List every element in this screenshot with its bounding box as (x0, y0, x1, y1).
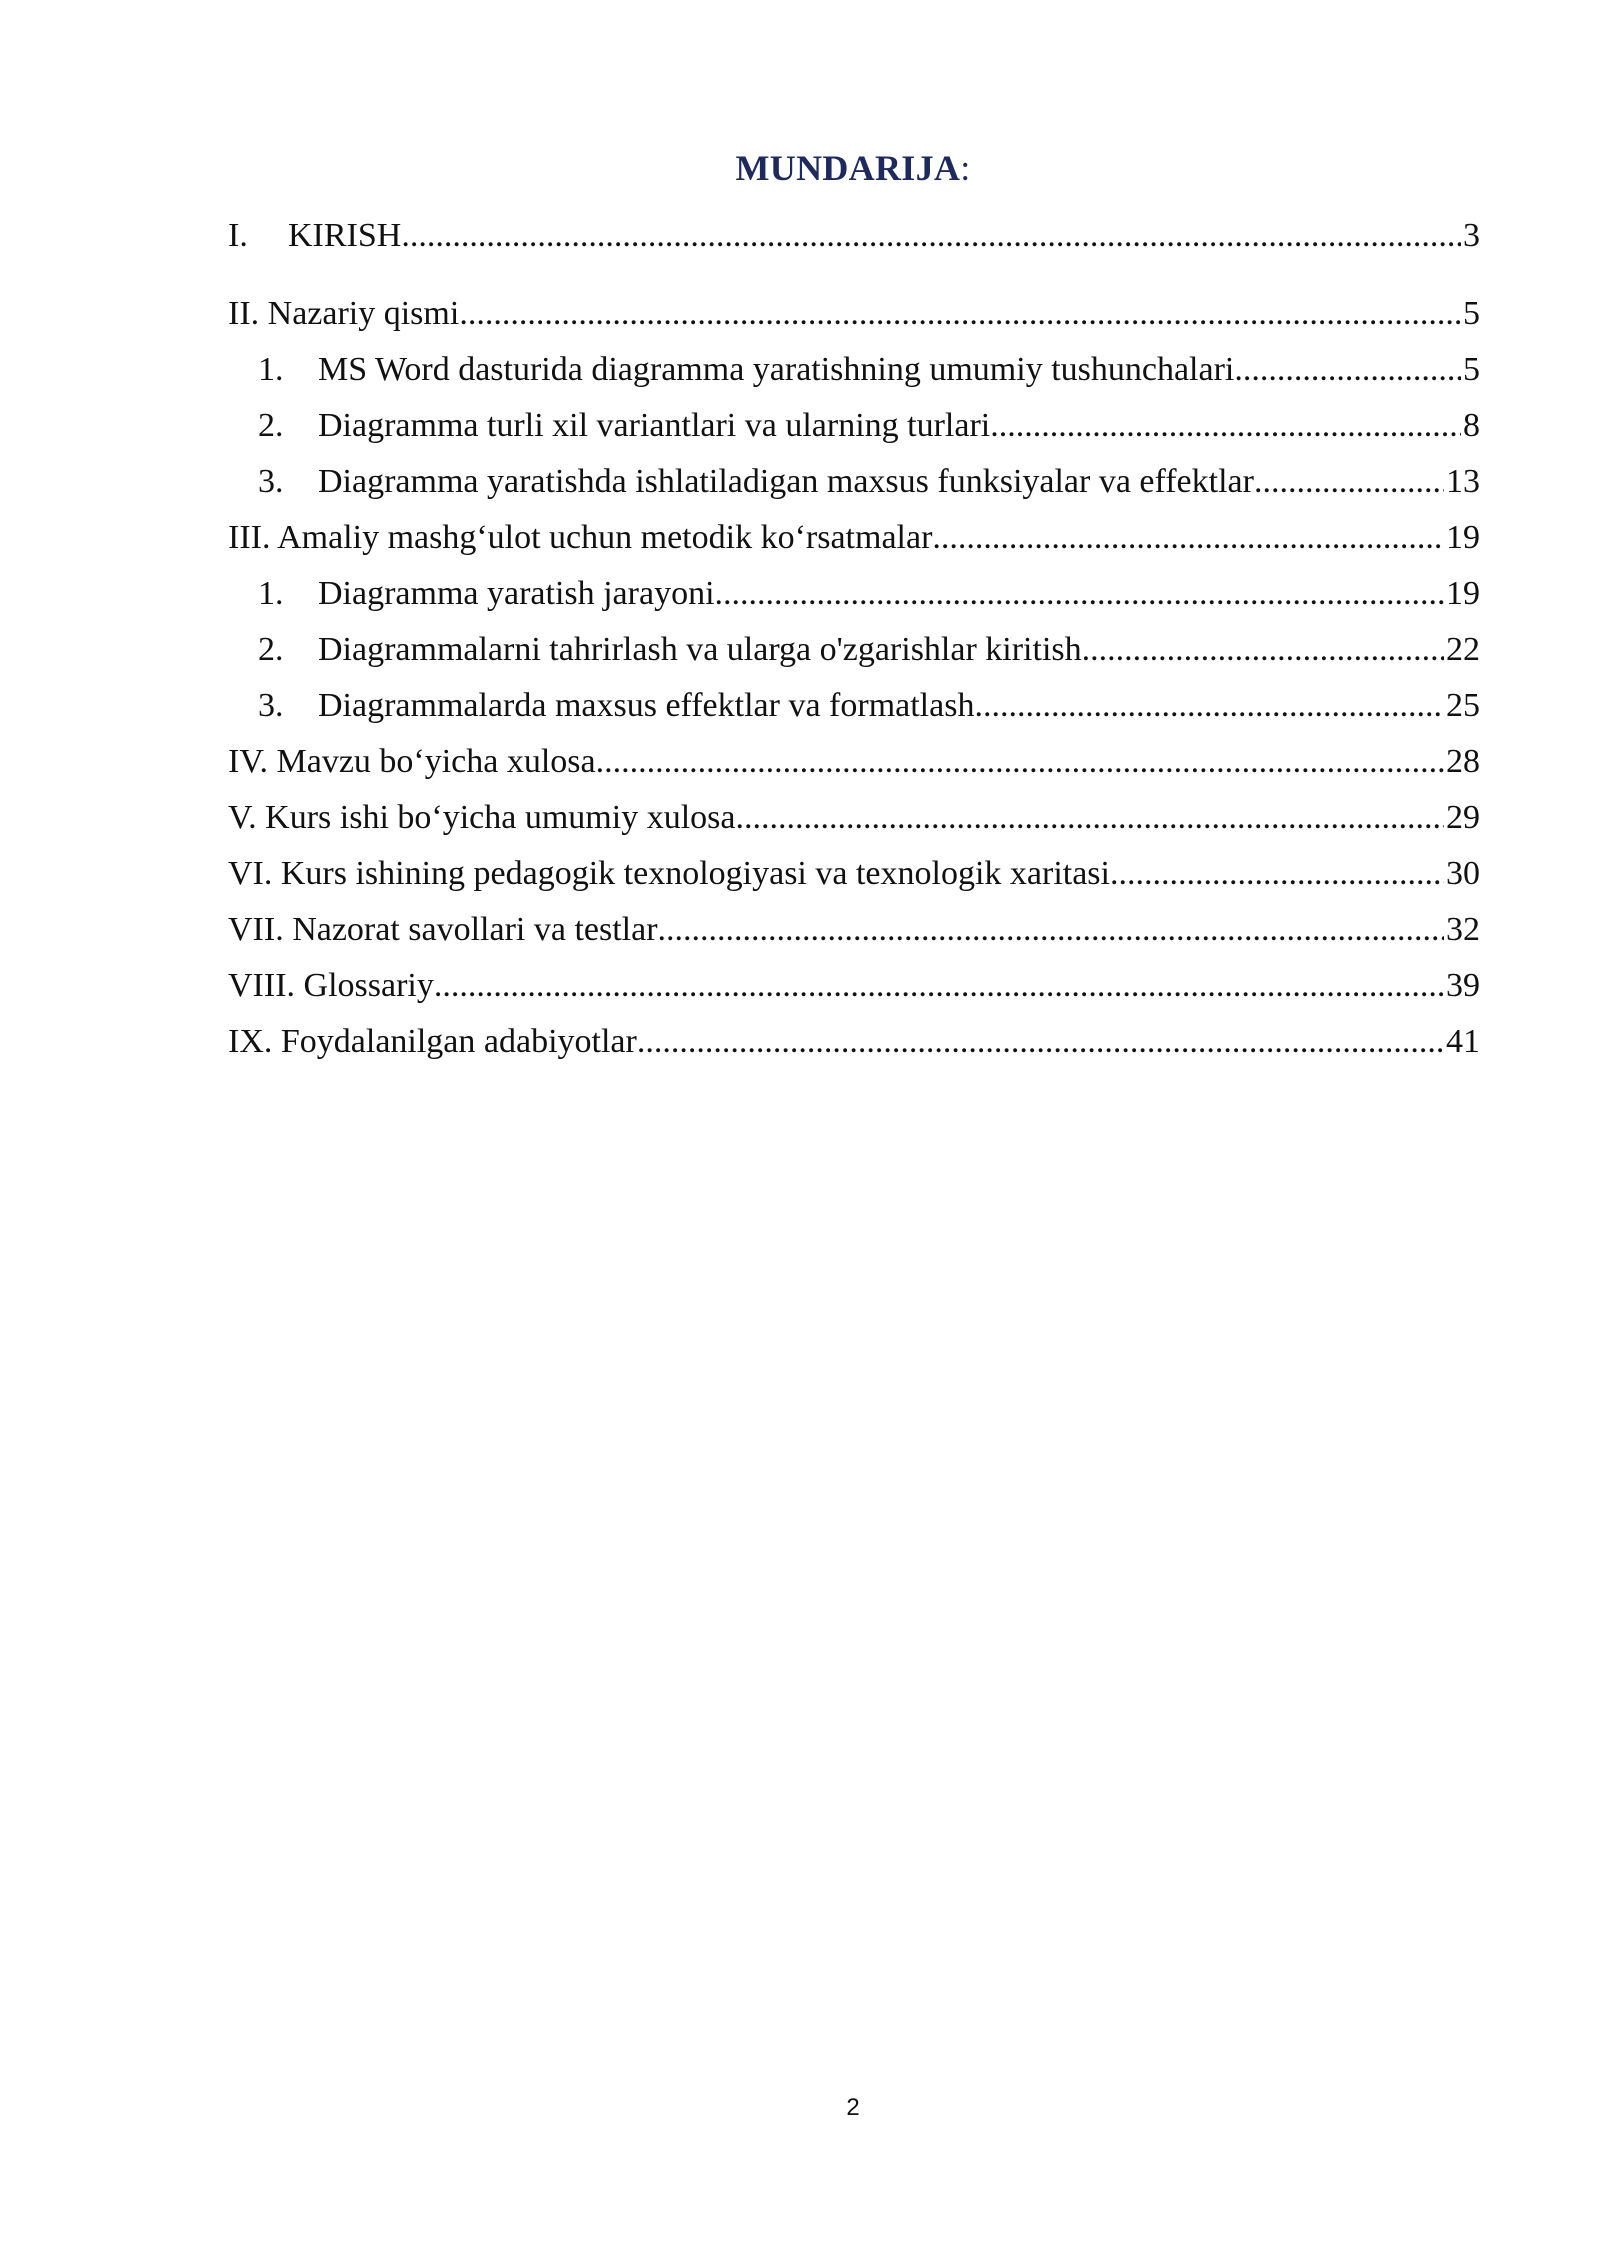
toc-dot-leader (459, 292, 1461, 336)
toc-entry-page: 3 (1463, 217, 1480, 254)
toc-entry-page: 5 (1463, 295, 1480, 332)
toc-dot-leader (401, 214, 1461, 258)
toc-entry-kirish[interactable] (228, 214, 1480, 258)
toc-entry-title: MS Word dasturida diagramma yaratishning umumiy tushunchalari (318, 351, 1235, 388)
toc-entry-title: III. Amaliy mashg‘ulot uchun metodik ko‘rsatmalar (228, 519, 933, 556)
toc-entry-umumiy-xulosa[interactable] (228, 796, 1480, 840)
toc-entry-nazorat[interactable] (228, 908, 1480, 952)
toc-entry-page: 32 (1446, 911, 1480, 948)
toc-entry-page: 29 (1446, 799, 1480, 836)
toc-entry-title: KIRISH (288, 217, 402, 254)
toc-dot-leader (1234, 348, 1461, 392)
toc-entry-page: 5 (1463, 351, 1480, 388)
toc-dot-leader (637, 1020, 1444, 1064)
toc-dot-leader (735, 796, 1444, 840)
toc-dot-leader (932, 516, 1444, 560)
toc-dot-leader (596, 740, 1444, 784)
toc-entry-title: VIII. Glossariy (228, 967, 434, 1004)
toc-entry-page: 30 (1446, 855, 1480, 892)
toc-entry-amaliy[interactable] (228, 516, 1480, 560)
toc-entry-nazariy-qismi[interactable] (228, 292, 1480, 336)
toc-entry-title: VII. Nazorat savollari va testlar (228, 911, 658, 948)
toc-entry-page: 39 (1446, 967, 1480, 1004)
toc-dot-leader (1082, 628, 1444, 672)
toc-entry-title: IV. Mavzu bo‘yicha xulosa (228, 743, 596, 780)
toc-entry-page: 25 (1446, 687, 1480, 724)
toc-entry-title: Diagrammalarni tahrirlash va ularga o'zgarishlar kiritish (318, 631, 1082, 668)
toc-entry-page: 8 (1463, 407, 1480, 444)
toc-entry-number: 3. (258, 463, 284, 500)
toc-entry-page: 41 (1446, 1023, 1480, 1060)
page-title-text: MUNDARIJA (735, 148, 961, 188)
toc-subentry-jarayoni[interactable] (228, 572, 1480, 616)
toc-dot-leader (990, 404, 1461, 448)
toc-entry-glossariy[interactable] (228, 964, 1480, 1008)
toc-dot-leader (974, 684, 1444, 728)
table-of-contents (228, 214, 1480, 1064)
toc-entry-number: 2. (258, 631, 284, 668)
toc-entry-page: 19 (1446, 519, 1480, 556)
page-title-colon: : (960, 148, 971, 188)
toc-entry-number: I. (228, 217, 248, 254)
toc-entry-number: 1. (258, 351, 284, 388)
toc-entry-pedagogik[interactable] (228, 852, 1480, 896)
toc-entry-title: VI. Kurs ishining pedagogik texnologiyasi va texnologik xaritasi (228, 855, 1110, 892)
toc-entry-adabiyotlar[interactable] (228, 1020, 1480, 1064)
toc-entry-number: 3. (258, 687, 284, 724)
page-title (0, 146, 1600, 190)
toc-dot-leader (434, 964, 1444, 1008)
toc-entry-title: II. Nazariy qismi (228, 295, 460, 332)
toc-subentry-variantlari[interactable] (228, 404, 1480, 448)
toc-subentry-tahrirlash[interactable] (228, 628, 1480, 672)
toc-entry-page: 22 (1446, 631, 1480, 668)
toc-dot-leader (658, 908, 1444, 952)
toc-entry-page: 19 (1446, 575, 1480, 612)
toc-entry-number: 2. (258, 407, 284, 444)
toc-entry-title: Diagramma yaratishda ishlatiladigan maxsus funksiyalar va effektlar (318, 463, 1254, 500)
toc-entry-page: 13 (1446, 463, 1480, 500)
toc-dot-leader (1110, 852, 1444, 896)
toc-entry-title: IX. Foydalanilgan adabiyotlar (228, 1023, 637, 1060)
toc-entry-page: 28 (1446, 743, 1480, 780)
toc-dot-leader (715, 572, 1444, 616)
toc-subentry-ms-word[interactable] (228, 348, 1480, 392)
toc-entry-number: 1. (258, 575, 284, 612)
toc-subentry-formatlash[interactable] (228, 684, 1480, 728)
toc-entry-mavzu-xulosa[interactable] (228, 740, 1480, 784)
toc-dot-leader (1254, 460, 1444, 504)
toc-entry-title: Diagrammalarda maxsus effektlar va formatlash (318, 687, 975, 724)
toc-entry-title: Diagramma turli xil variantlari va ularning turlari (318, 407, 991, 444)
toc-subentry-funksiyalar[interactable] (228, 460, 1480, 504)
toc-entry-title: V. Kurs ishi bo‘yicha umumiy xulosa (228, 799, 736, 836)
page-number: 2 (846, 2094, 860, 2121)
toc-entry-title: Diagramma yaratish jarayoni (318, 575, 715, 612)
